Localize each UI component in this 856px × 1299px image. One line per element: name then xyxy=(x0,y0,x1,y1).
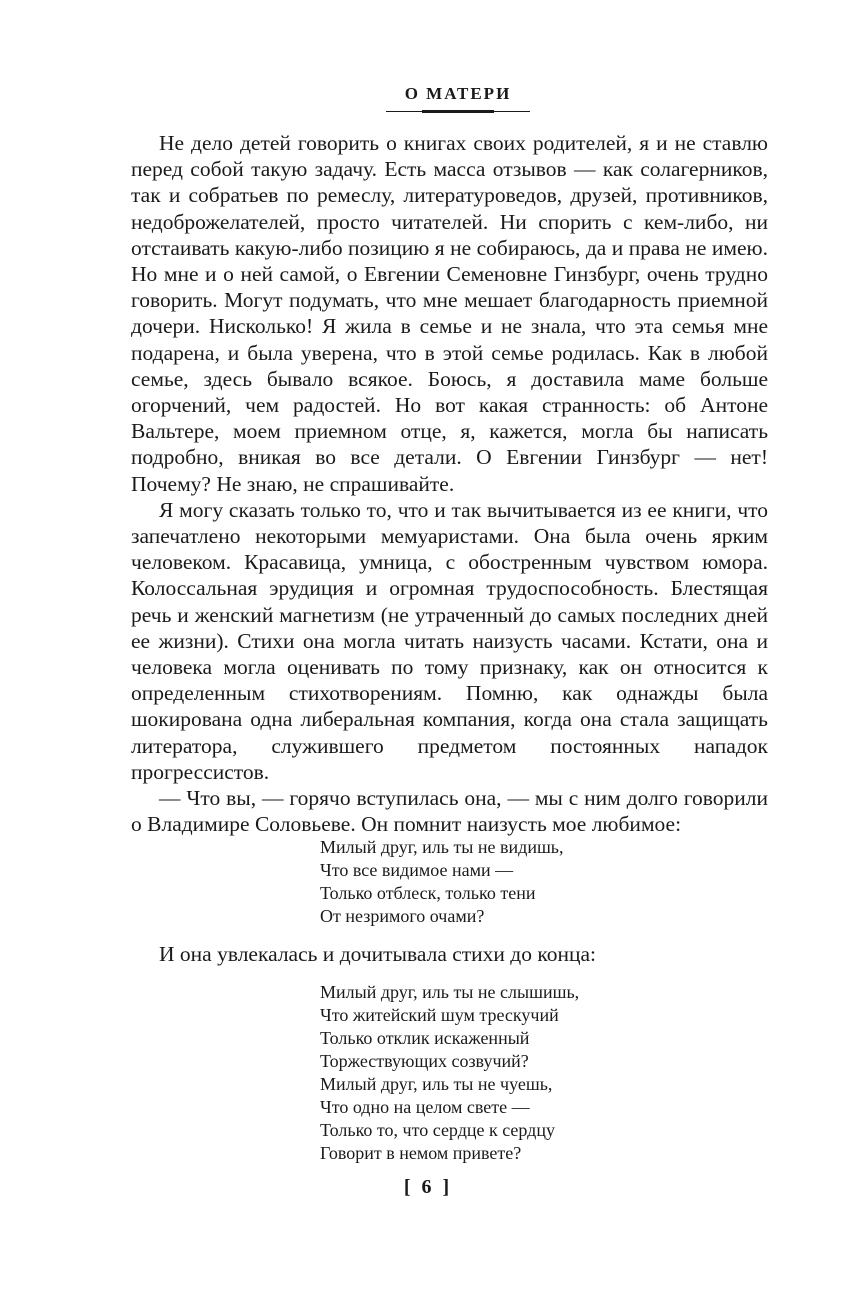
poem-line: Милый друг, иль ты не слышишь, xyxy=(320,982,580,1002)
poem-line: Что все видимое нами — xyxy=(320,860,514,880)
poem-line: Только то, что сердце к сердцу xyxy=(320,1120,555,1140)
paragraph: Я могу сказать только то, что и так вычитывается из ее книги, что запечатлено некоторыми мемуаристами. Она была очень ярким человеком. Красавица, умница, с обостренным чувством юмора. Колоссальная эрудиция и огромная трудоспособность. Блестящая речь и женский магнетизм (не утраченный до самых последних дней ее жизни). Стихи она могла читать наизусть часами. Кстати, она и человека могла оценивать по тому признаку, как он относится к определенным стихотворениям. Помню, как однажды была шокирована одна либеральная компания, когда она стала защищать литератора, служившего предметом постоянных нападок прогрессистов. xyxy=(131,497,768,784)
body-text xyxy=(131,130,768,837)
poem-stanza-1 xyxy=(320,836,564,928)
paragraph-dialogue: — Что вы, — горячо вступилась она, — мы с ним долго говорили о Владимире Соловьеве. Он помнит наизусть мое любимое: xyxy=(131,786,768,837)
poem-line: От незримого очами? xyxy=(320,906,485,926)
poem-line: Только отклик искаженный xyxy=(320,1028,530,1048)
poem-line: Милый друг, иль ты не видишь, xyxy=(320,837,564,857)
paragraph: Не дело детей говорить о книгах своих родителей, я и не ставлю перед собой такую задачу. Есть масса отзывов — как солагерников, так и собратьев по ремеслу, литературоведов, друзей, противников, недоброжелателей, просто читателей. Ни спорить с кем-либо, ни отстаивать какую-либо позицию я не собираюсь, да и права не имею. Но мне и о ней самой, о Евгении Семеновне Гинзбург, очень трудно говорить. Могут подумать, что мне мешает благодарность приемной дочери. Нисколько! Я жила в семье и не знала, что эта семья мне подарена, и была уверена, что в этой семье родилась. Как в любой семье, здесь бывало всякое. Боюсь, я доставила маме больше огорчений, чем радостей. Но вот какая странность: об Антоне Вальтере, моем приемном отце, я, кажется, могла бы написать подробно, вникая во все детали. О Евгении Гинзбург — нет! Почему? Не знаю, не спрашивайте. xyxy=(131,131,768,496)
interlude-paragraph: И она увлекалась и дочитывала стихи до конца: xyxy=(159,942,597,966)
page-number: [ 6 ] xyxy=(403,1176,453,1198)
running-header xyxy=(386,80,530,120)
poem-stanza-2 xyxy=(320,981,579,1165)
poem-line: Что одно на целом свете — xyxy=(320,1097,530,1117)
poem-line: Говорит в немом привете? xyxy=(320,1143,522,1163)
poem-line: Только отблеск, только тени xyxy=(320,883,536,903)
poem-line: Милый друг, иль ты не чуешь, xyxy=(320,1074,553,1094)
poem-line: Что житейский шум трескучий xyxy=(320,1005,559,1025)
chapter-title: О МАТЕРИ xyxy=(404,84,512,103)
header-rule-accent xyxy=(422,110,494,113)
poem-line: Торжествующих созвучий? xyxy=(320,1051,529,1071)
